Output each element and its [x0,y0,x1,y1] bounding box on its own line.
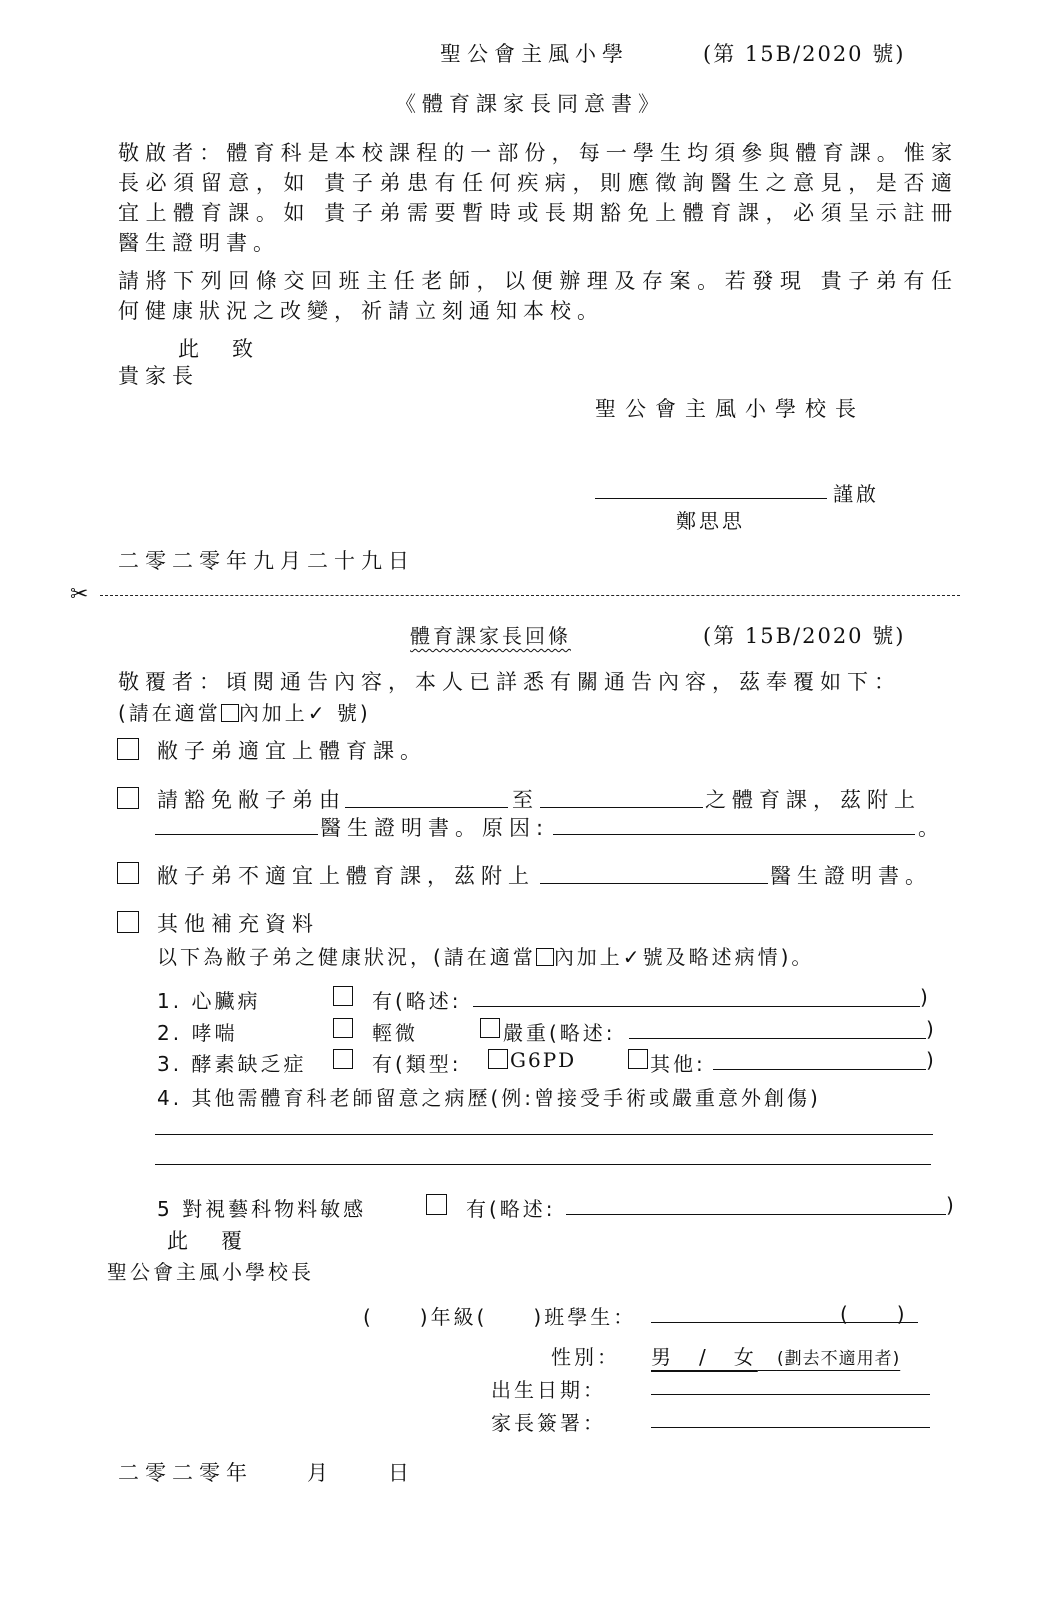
gender-field[interactable]: 男 / 女 (劃去不適用者) [651,1345,901,1369]
parent-signature-label: 家長簽署： [491,1411,606,1435]
exempt-to-label: 至 [512,788,539,812]
reply-closing: 此 覆 [167,1229,248,1253]
reply-title: 體育課家長回條 [410,624,571,648]
heart-yes-label: 有(略述: [372,989,462,1013]
asthma-close-paren: ) [926,1017,937,1041]
art-allergy-checkbox[interactable] [426,1194,447,1215]
sample-checkbox-icon-2 [536,948,554,966]
notice-sender: 聖公會主風小學校長 [595,397,865,421]
notice-date: 二零二零年九月二十九日 [118,549,415,573]
asthma-severe-checkbox[interactable] [480,1018,500,1038]
unsuitable-cert-label: 醫生證明書。 [770,864,932,888]
dob-field[interactable] [651,1394,930,1395]
notice-paragraph-1: 敬啟者：體育科是本校課程的一部份，每一學生均須參與體育課。惟家長必須留意，如 貴子弟患有任何疾病，則應徵詢醫生之意見，是否適宜上體育課。如 貴子弟需要暫時或長期豁免上體育課，必須呈示註冊醫生證明書。 [118,141,958,255]
enzyme-other-field[interactable] [713,1069,926,1070]
enzyme-g6pd-label: G6PD [510,1048,577,1072]
reply-addressee: 聖公會主風小學校長 [107,1260,314,1284]
asthma-mild-checkbox[interactable] [333,1018,353,1038]
reply-notice-number: (第 15B/2020 號) [703,624,906,648]
art-allergy-close-paren: ) [946,1193,957,1217]
heart-close-paren: ) [920,985,931,1009]
heart-yes-checkbox[interactable] [333,986,353,1006]
health-asthma-label: 2. 哮喘 [157,1021,238,1045]
cut-line [100,595,960,596]
option-unsuitable-checkbox[interactable] [117,862,139,884]
health-enzyme-label: 3. 酵素缺乏症 [157,1052,307,1076]
enzyme-g6pd-checkbox[interactable] [488,1049,508,1069]
notice-paragraph-2: 請將下列回條交回班主任老師，以便辦理及存案。若發現 貴子弟有任何健康狀況之改變，祈請立刻通知本校。 [118,269,958,323]
art-allergy-yes-label: 有(略述: [466,1197,556,1221]
school-name: 聖公會主風小學 [440,42,629,66]
notice-closing: 此 致 [178,337,259,361]
health-heart-label: 1. 心臟病 [157,989,261,1013]
exempt-reason-label: 醫生證明書。原因: [320,816,550,840]
option-suitable-label: 敝子弟適宜上體育課。 [157,739,427,763]
enzyme-type-label: 有(類型: [372,1052,462,1076]
reply-date: 二零二零年 月 日 [118,1461,415,1485]
asthma-severe-label: 嚴重(略述: [503,1021,616,1045]
option-exempt-checkbox[interactable] [117,787,139,809]
student-number-paren: ( ) [840,1302,908,1326]
enzyme-other-label: 其他: [650,1052,706,1076]
asthma-mild-label: 輕微 [372,1021,418,1045]
notice-respect: 謹啟 [833,482,879,506]
art-allergy-detail-field[interactable] [566,1214,946,1215]
notice-signer: 鄭思思 [676,509,745,533]
scissors-icon: ✂ [70,582,89,607]
heart-detail-field[interactable] [473,1006,920,1007]
option-other-checkbox[interactable] [117,911,139,933]
exempt-end: 。 [918,816,945,840]
sample-checkbox-icon [221,704,239,722]
enzyme-close-paren: ) [926,1048,937,1072]
enzyme-yes-checkbox[interactable] [333,1049,353,1069]
unsuitable-doctor-field[interactable] [540,883,768,884]
student-class-label: ( )年級( )班學生： [363,1305,637,1329]
principal-signature-line [595,498,827,499]
health-history-label: 4. 其他需體育科老師留意之病歷(例:曾接受手術或嚴重意外創傷) [157,1086,821,1110]
history-field-line-1[interactable] [155,1134,933,1135]
reply-intro: 敬覆者：頃閱通告內容，本人已詳悉有關通告內容，茲奉覆如下： [118,670,901,694]
exempt-reason-field[interactable] [553,834,915,835]
reply-instruction: (請在適當 內加上✓ 號) [118,701,371,725]
notice-number: (第 15B/2020 號) [703,42,906,66]
health-instruction: 以下為敝子弟之健康狀況，(請在適當 內加上✓號及略述病情)。 [157,945,815,969]
asthma-detail-field[interactable] [629,1038,926,1039]
notice-title: 《體育課家長同意書》 [395,92,665,116]
exempt-attach-label: 之體育課，茲附上 [705,788,921,812]
parent-signature-field[interactable] [651,1427,930,1428]
exempt-from-field[interactable] [345,807,508,808]
notice-addressee: 貴家長 [118,364,199,388]
option-suitable-checkbox[interactable] [117,738,139,760]
health-art-allergy-label: 5 對視藝科物料敏感 [157,1197,367,1221]
enzyme-other-checkbox[interactable] [628,1049,648,1069]
dob-label: 出生日期： [491,1378,606,1402]
option-unsuitable-label: 敝子弟不適宜上體育課，茲附上 [157,864,535,888]
gender-label: 性別： [551,1345,620,1369]
option-exempt-label: 請豁免敝子弟由 [157,788,346,812]
option-other-label: 其他補充資料 [157,912,319,936]
exempt-to-field[interactable] [540,807,703,808]
exempt-doctor-field[interactable] [155,834,318,835]
history-field-line-2[interactable] [155,1164,931,1165]
